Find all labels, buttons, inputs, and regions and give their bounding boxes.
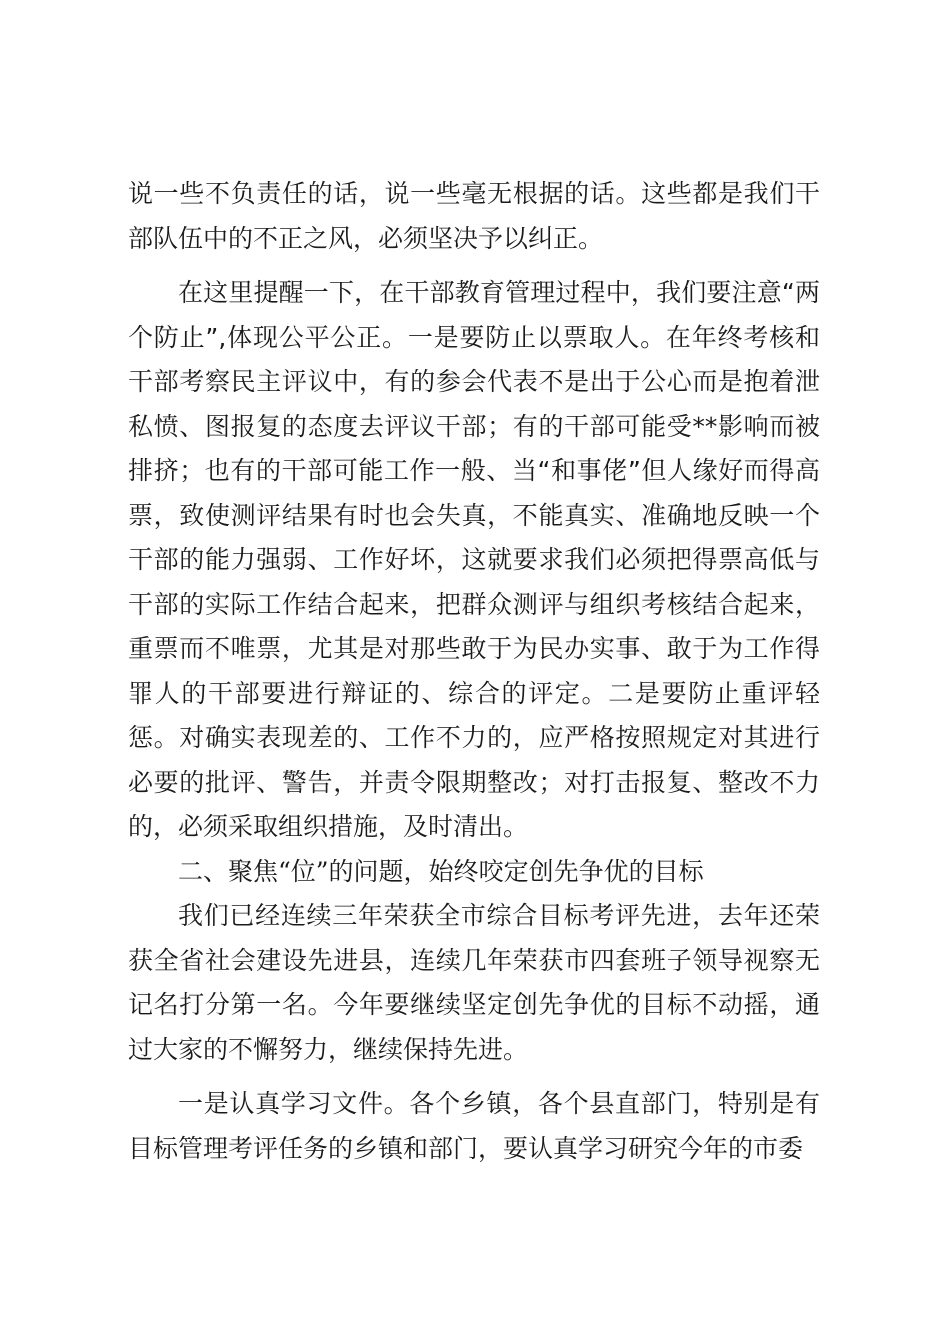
paragraph-two-preventions: 在这里提醒一下，在干部教育管理过程中，我们要注意“两个防止”,体现公平公正。一是要防止以票取人。在年终考核和干部考察民主评议中，有的参会代表不是出于公心而是抱着泄私愤、图报复的态度去评议干部；有的干部可能受**影响而被排挤；也有的干部可能工作一般、当“和事佬”但人缘好而得高票，致使测评结果有时也会失真，不能真实、准确地反映一个干部的能力强弱、工作好坏，这就要求我们必须把得票高低与干部的实际工作结合起来，把群众测评与组织考核结合起来，重票而不唯票，尤其是对那些敢于为民办实事、敢于为工作得罪人的干部要进行辩证的、综合的评定。二是要防止重评轻惩。对确实表现差的、工作不力的，应严格按照规定对其进行必要的批评、警告，并责令限期整改；对打击报复、整改不力的，必须采取组织措施，及时清出。 [128, 278, 820, 841]
paragraph-continuation: 说一些不负责任的话，说一些毫无根据的话。这些都是我们干部队伍中的不正之风，必须坚决予以纠正。 [128, 179, 820, 253]
section-heading-position: 二、聚焦“位”的问题，始终咬定创先争优的目标 [178, 856, 704, 886]
paragraph-study-documents: 一是认真学习文件。各个乡镇，各个县直部门，特别是有目标管理考评任务的乡镇和部门，要认真学习研究今年的市委 [128, 1089, 820, 1163]
document-body [128, 172, 820, 1171]
paragraph-achievements: 我们已经连续三年荣获全市综合目标考评先进，去年还荣获全省社会建设先进县，连续几年荣获市四套班子领导视察无记名打分第一名。今年要继续坚定创先争优的目标不动摇，通过大家的不懈努力，继续保持先进。 [128, 901, 820, 1064]
